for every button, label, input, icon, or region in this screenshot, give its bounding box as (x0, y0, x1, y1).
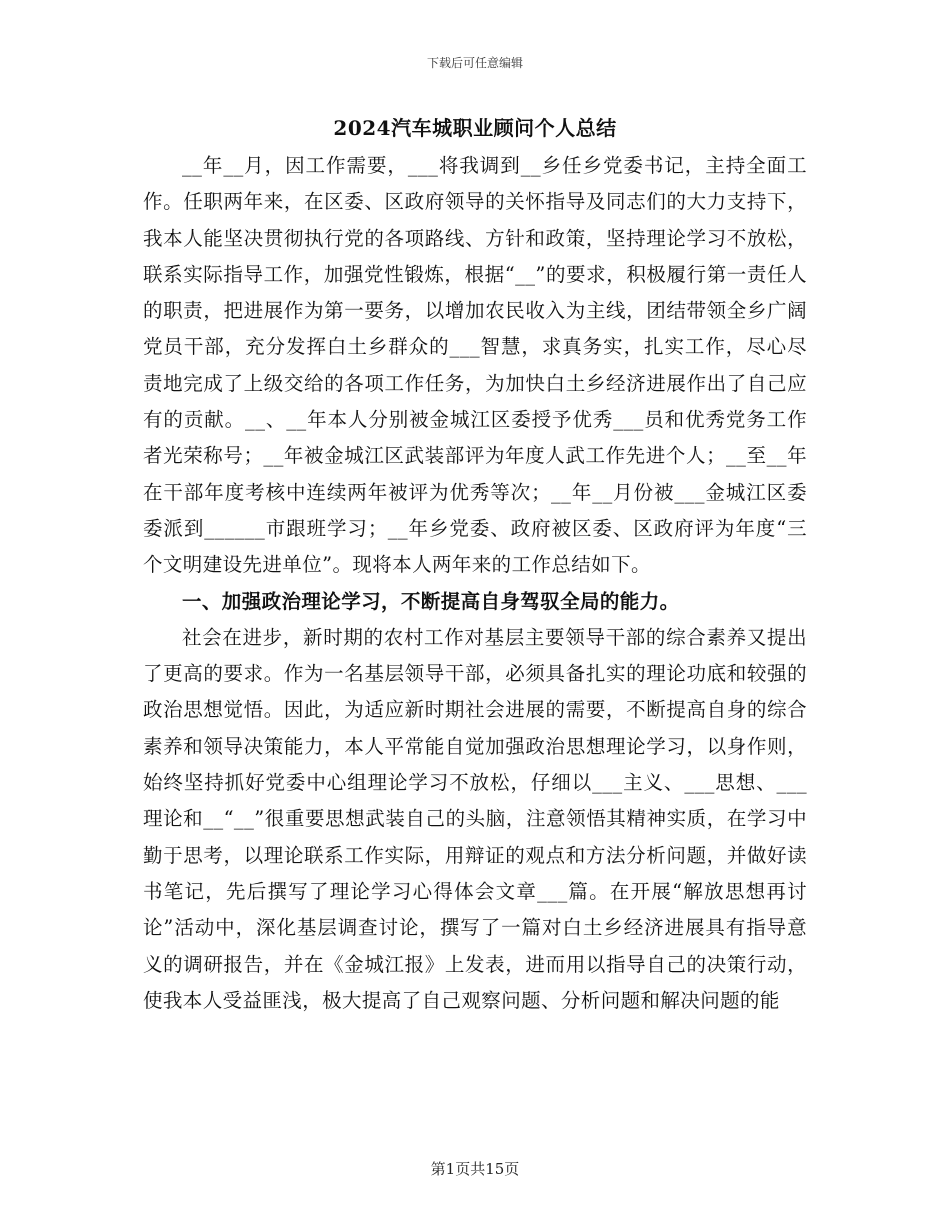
section-1-paragraph: 社会在进步，新时期的农村工作对基层主要领导干部的综合素养又提出了更高的要求。作为一名基层领导干部，必须具备扎实的理论功底和较强的政治思想觉悟。因此，为适应新时期社会进展的需要，不断提高自身的综合素养和领导决策能力，本人平常能自觉加强政治思想理论学习，以身作则，始终坚持抓好党委中心组理论学习不放松，仔细以___主义、___思想、___理论和__“__”很重要思想武装自己的头脑，注意领悟其精神实质，在学习中勤于思考，以理论联系工作实际，用辩证的观点和方法分析问题，并做好读书笔记，先后撰写了理论学习心得体会文章___篇。在开展“解放思想再讨论”活动中，深化基层调查讨论，撰写了一篇对白土乡经济进展具有指导意义的调研报告，并在《金城江报》上发表，进而用以指导自己的决策行动，使我本人受益匪浅，极大提高了自己观察问题、分析问题和解决问题的能 (143, 625, 807, 1012)
section-1-heading: 一、加强政治理论学习，不断提高自身驾驭全局的能力。 (182, 589, 680, 613)
page-indicator: 第1页共15页 (430, 1160, 520, 1178)
intro-paragraph: __年__月，因工作需要，___将我调到__乡任乡党委书记，主持全面工作。任职两年来，在区委、区政府领导的关怀指导及同志们的大力支持下，我本人能坚决贯彻执行党的各项路线、方针和政策，坚持理论学习不放松，联系实际指导工作，加强党性锻炼，根据“__”的要求，积极履行第一责任人的职责，把进展作为第一要务，以增加农民收入为主线，团结带领全乡广阔党员干部，充分发挥白土乡群众的___智慧，求真务实，扎实工作，尽心尽责地完成了上级交给的各项工作任务，为加快白土乡经济进展作出了自己应有的贡献。__、__年本人分别被金城江区委授予优秀___员和优秀党务工作者光荣称号；__年被金城江区武装部评为年度人武工作先进个人；__至__年在干部年度考核中连续两年被评为优秀等次；__年__月份被___金城江区委委派到______市跟班学习；__年乡党委、政府被区委、区政府评为年度“三个文明建设先进单位”。现将本人两年来的工作总结如下。 (143, 154, 807, 577)
document-body (143, 148, 807, 1019)
header-note: 下载后可任意编辑 (426, 56, 523, 70)
document-title: 2024汽车城职业顾问个人总结 (333, 116, 617, 140)
